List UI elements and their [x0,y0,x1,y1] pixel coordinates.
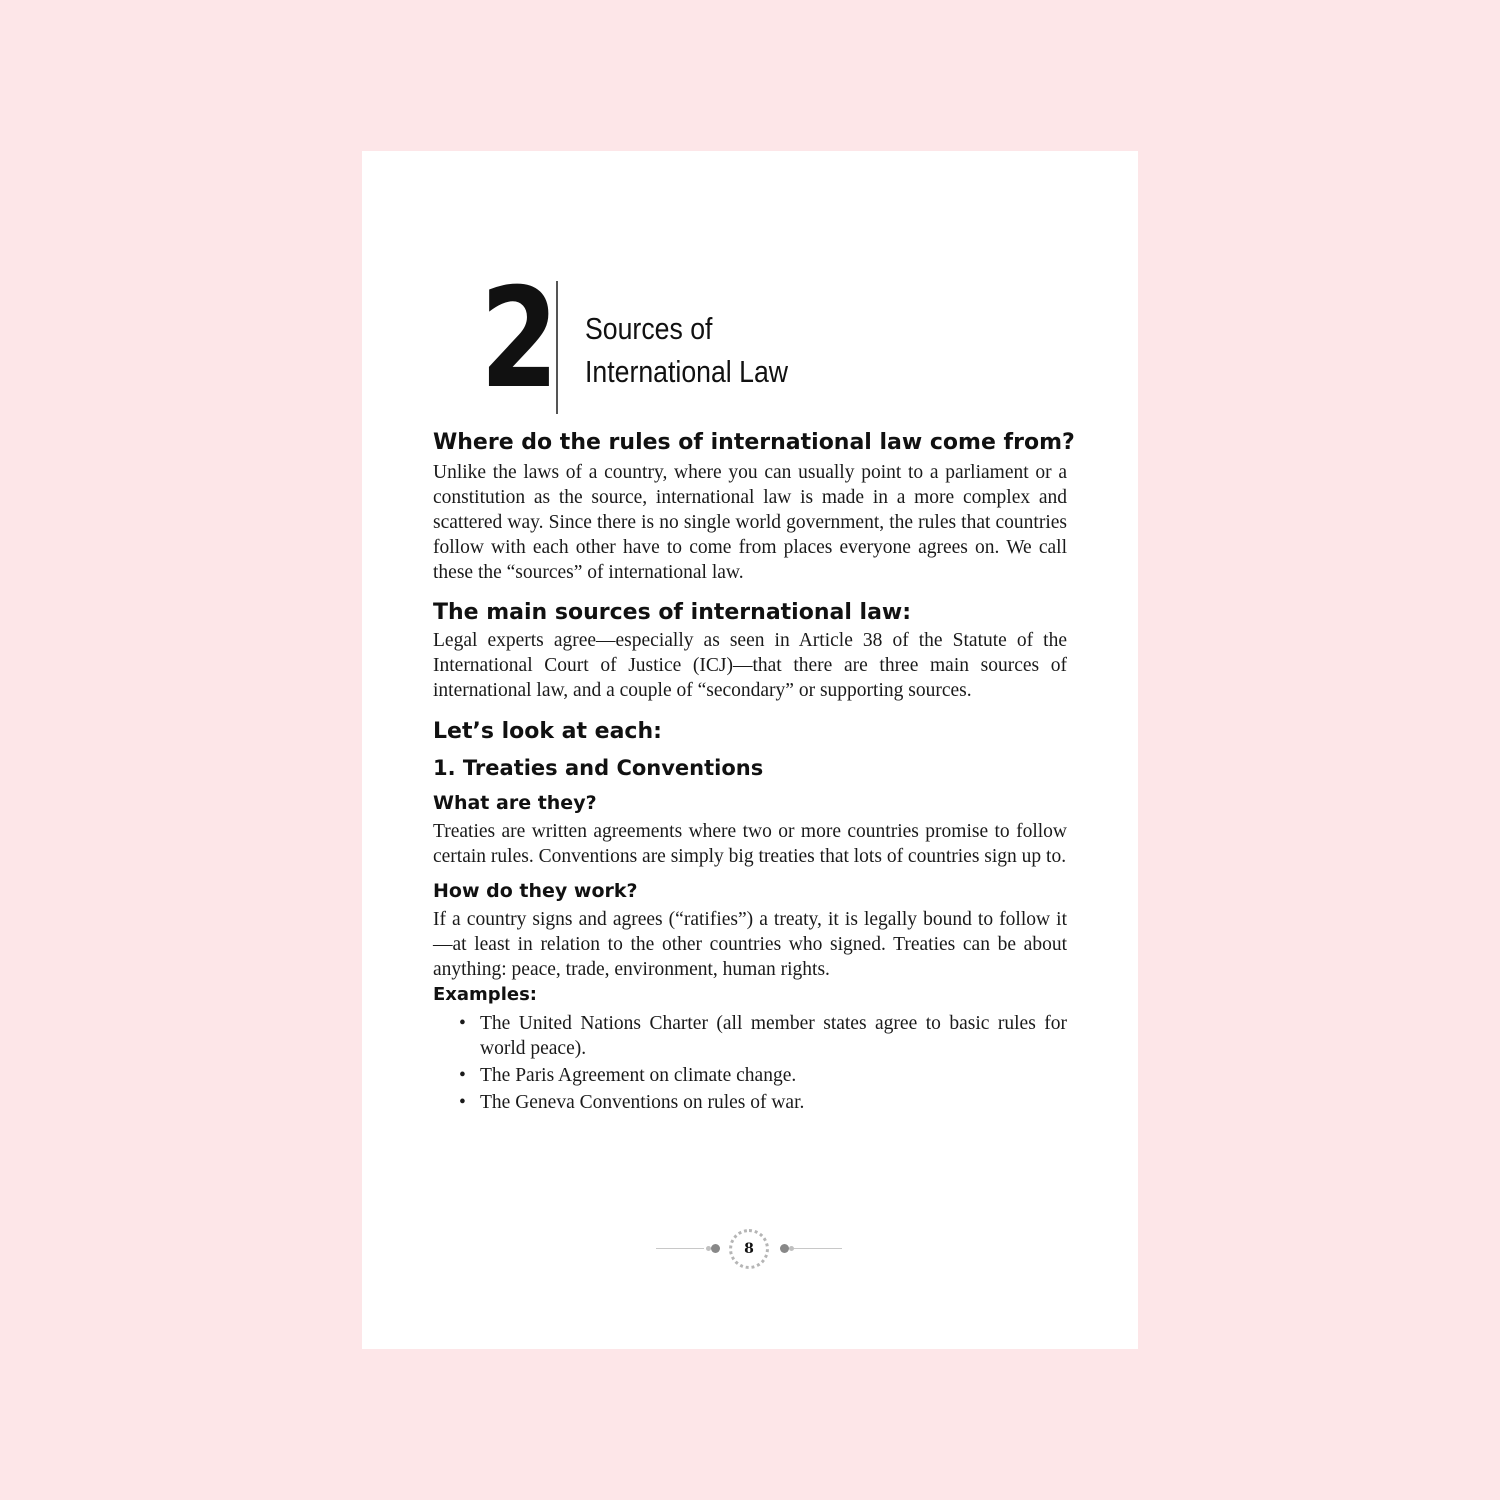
section-heading-treaties: 1. Treaties and Conventions [433,756,764,780]
subheading-what: What are they? [433,792,597,814]
paragraph-origin: Unlike the laws of a country, where you can usually point to a parliament or a constitution as the source, international law is made in a more complex and scattered way. Since there is no single world government, the rules that countries follow with each other have to come from places everyone agrees on. We call these the “sources” of international law. [433,462,1067,583]
chapter-number: 2 [480,258,556,419]
section-heading-look: Let’s look at each: [433,719,662,744]
chapter-title-line2: International Law [585,354,789,389]
page-footer-ornament [654,1229,844,1269]
examples-list [433,1011,1067,1115]
paragraph-how: If a country signs and agrees (“ratifies”) a treaty, it is legally bound to follow it—at least in relation to the other countries who signed. Treaties can be about anything: peace, trade, environment, human rights. [433,909,1067,980]
footer-dot-right [780,1244,789,1253]
footer-line-right [794,1248,842,1249]
chapter-title-line1: Sources of [585,311,713,346]
section-heading-main-sources: The main sources of international law: [433,600,912,625]
subheading-how: How do they work? [433,880,638,902]
list-item: • The United Nations Charter (all member states agree to basic rules for world peace). [480,1011,1067,1061]
paragraph-what: Treaties are written agreements where two or more countries promise to follow certain rules. Conventions are simply big treaties that lots of countries sign up to. [433,821,1067,867]
chapter-divider [556,281,558,414]
section-heading-origin: Where do the rules of international law come from? [433,430,1075,455]
list-item: • The Geneva Conventions on rules of war. [480,1090,1067,1115]
subheading-examples: Examples: [433,984,537,1005]
footer-line-left [656,1248,704,1249]
footer-dot-left [711,1244,720,1253]
page-number: 8 [729,1229,769,1269]
chapter-title [585,307,788,393]
book-page [362,151,1138,1349]
list-item: • The Paris Agreement on climate change. [480,1063,1067,1088]
paragraph-main-sources: Legal experts agree—especially as seen in Article 38 of the Statute of the International Court of Justice (ICJ)—that there are three main sources of international law, and a couple of “secondary” or supporting sources. [433,630,1067,701]
page-content [433,428,1075,1117]
